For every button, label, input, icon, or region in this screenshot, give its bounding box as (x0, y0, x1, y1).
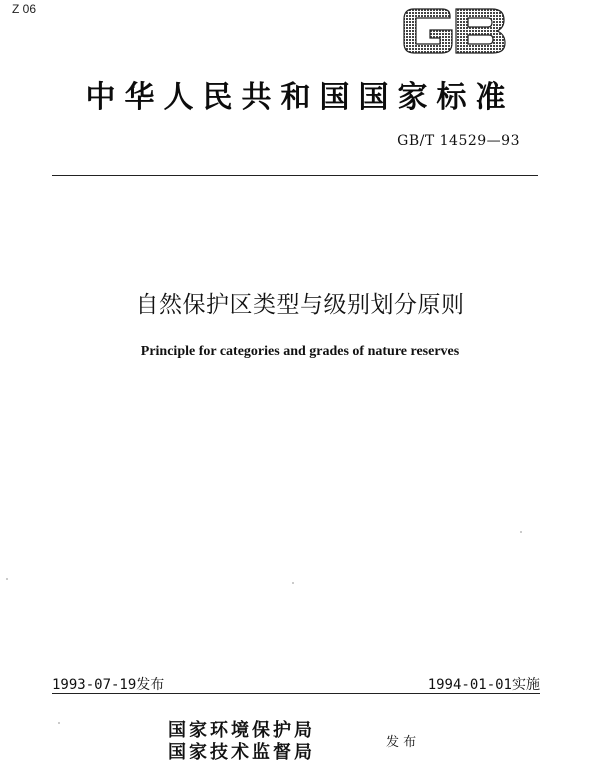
issuer-technical-supervision-bureau: 国家技术监督局 (168, 742, 315, 763)
standard-type-heading: 中华人民共和国国家标准 (85, 80, 515, 115)
issuer-environment-agency: 国家环境保护局 (168, 720, 315, 741)
title-chinese: 自然保护区类型与级别划分原则 (135, 292, 465, 318)
footer-divider (52, 693, 540, 694)
standard-number: GB/T 14529—93 (397, 133, 520, 149)
scan-speck (520, 531, 522, 533)
scan-speck (6, 578, 8, 580)
scan-speck (58, 722, 60, 724)
ics-code: Z 06 (12, 2, 37, 16)
header-divider (52, 175, 538, 176)
implementation-date: 1994-01-01实施 (427, 677, 540, 693)
scan-speck (292, 582, 294, 584)
issue-date: 1993-07-19发布 (52, 677, 165, 693)
gb-logo-text: GB (454, 36, 456, 37)
issue-label: 发 布 (386, 735, 417, 750)
title-english: Principle for categories and grades of nature reserves (140, 344, 460, 359)
gb-logo (400, 6, 508, 56)
